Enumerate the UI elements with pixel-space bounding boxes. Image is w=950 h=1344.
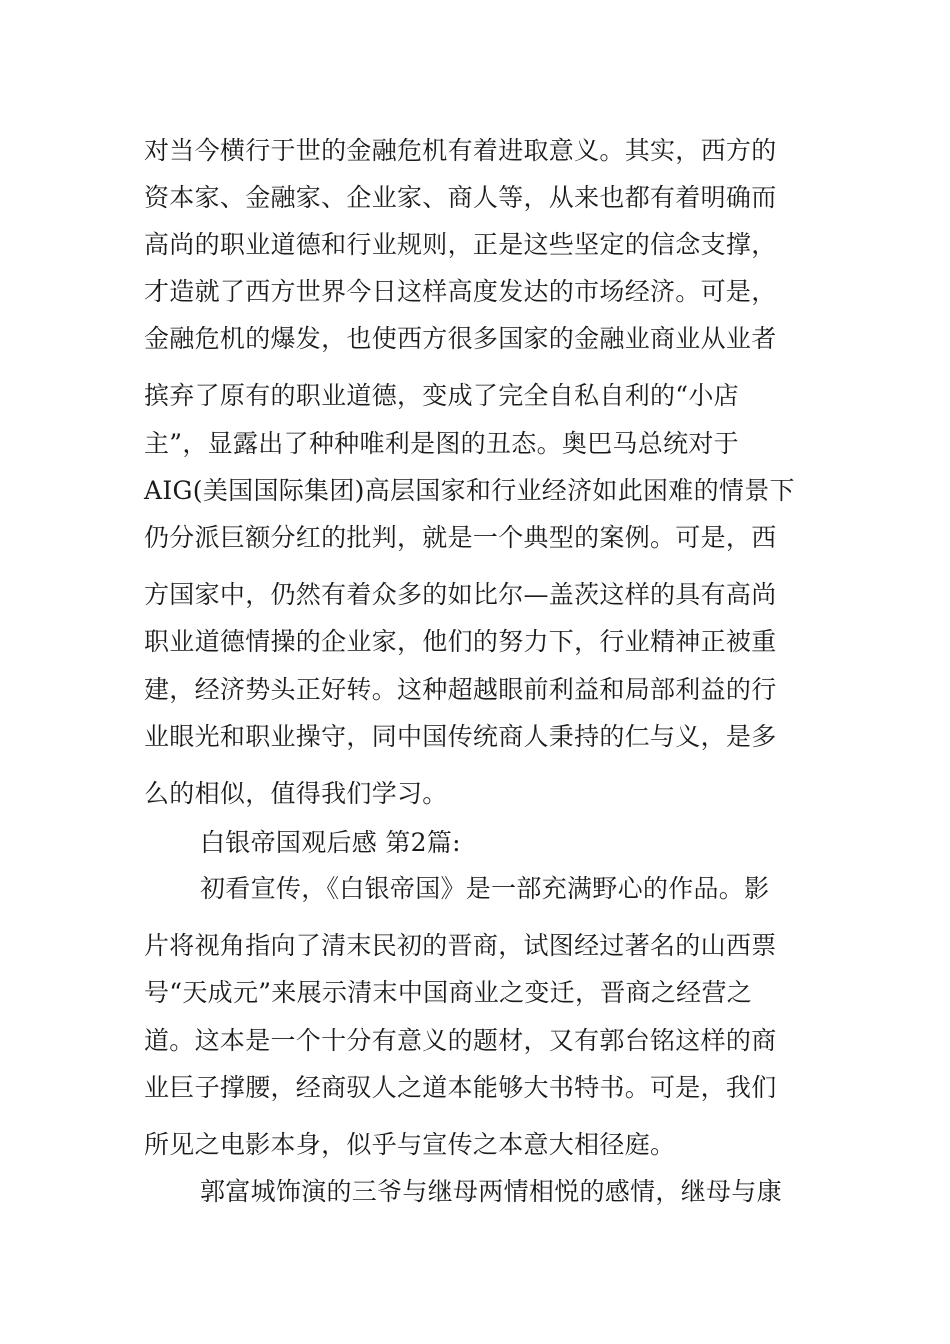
paragraph-line: 建，经济势头正好转。这种超越眼前利益和局部利益的行 — [144, 675, 777, 704]
paragraph-line: AIG(美国国际集团)高层国家和行业经济如此困难的情景下 — [144, 476, 795, 505]
paragraph-line: 高尚的职业道德和行业规则，正是这些坚定的信念支撑， — [144, 230, 777, 259]
paragraph-line: 方国家中，仍然有着众多的如比尔—盖茨这样的具有高尚 — [144, 580, 777, 609]
section-heading: 白银帝国观后感 第2篇: — [200, 828, 461, 857]
paragraph-line: 业眼光和职业操守，同中国传统商人秉持的仁与义，是多 — [144, 722, 777, 751]
paragraph-line: 郭富城饰演的三爷与继母两情相悦的感情，继母与康 — [200, 1177, 782, 1206]
paragraph-line: 摈弃了原有的职业道德，变成了完全自私自利的“小店 — [144, 381, 739, 410]
paragraph-line: 道。这本是一个十分有意义的题材，又有郭台铭这样的商 — [144, 1026, 777, 1055]
paragraph-line: 仍分派巨额分红的批判，就是一个典型的案例。可是，西 — [144, 523, 777, 552]
paragraph-line: 才造就了西方世界今日这样高度发达的市场经济。可是， — [144, 277, 777, 306]
paragraph-line: 业巨子撑腰，经商驭人之道本能够大书特书。可是，我们 — [144, 1073, 777, 1102]
paragraph-line: 号“天成元”来展示清末中国商业之变迁，晋商之经营之 — [144, 978, 753, 1007]
paragraph-line: 职业道德情操的企业家，他们的努力下，行业精神正被重 — [144, 627, 777, 656]
paragraph-line: 金融危机的爆发，也使西方很多国家的金融业商业从业者 — [144, 324, 777, 353]
paragraph-line: 片将视角指向了清末民初的晋商，试图经过著名的山西票 — [144, 931, 777, 960]
paragraph-line: 对当今横行于世的金融危机有着进取意义。其实，西方的 — [144, 136, 777, 165]
paragraph-line: 么的相似，值得我们学习。 — [144, 779, 448, 808]
paragraph-line: 所见之电影本身，似乎与宣传之本意大相径庭。 — [144, 1130, 676, 1159]
paragraph-line: 资本家、金融家、企业家、商人等，从来也都有着明确而 — [144, 183, 777, 212]
paragraph-line: 主”，显露出了种种唯利是图的丑态。奥巴马总统对于 — [144, 429, 739, 458]
paragraph-line: 初看宣传，《白银帝国》是一部充满野心的作品。影 — [200, 874, 770, 903]
